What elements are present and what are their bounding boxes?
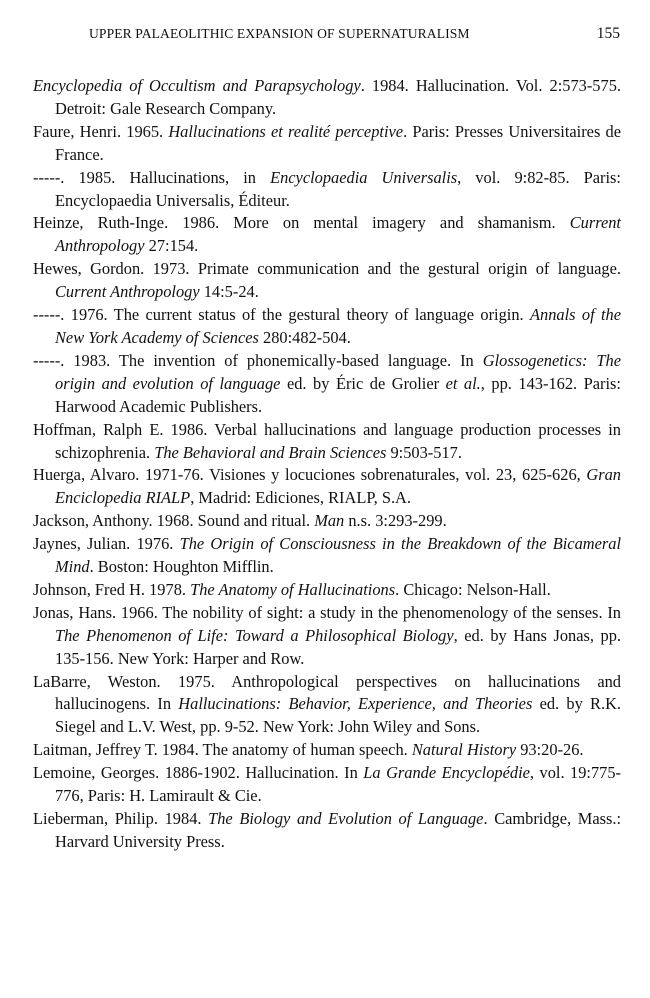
reference-text: , pp. 143-162. Paris: Harwood Academic Publishers. bbox=[55, 373, 621, 416]
reference-entry bbox=[33, 258, 621, 304]
reference-entry bbox=[33, 533, 621, 579]
reference-title-italic: The Origin of Consciousness in the Breakdown of the Bicameral Mind bbox=[55, 534, 622, 577]
reference-text: ed. by Éric de Grolier bbox=[280, 373, 446, 393]
reference-text: , Madrid: Ediciones, RIALP, S.A. bbox=[190, 488, 411, 508]
reference-entry bbox=[33, 808, 621, 854]
reference-entry bbox=[33, 510, 621, 533]
reference-text: . Cambridge, Mass.: Harvard University Press. bbox=[55, 809, 622, 851]
running-header bbox=[60, 26, 620, 48]
reference-text: Faure, Henri. 1965. bbox=[33, 121, 169, 141]
reference-entry bbox=[33, 464, 621, 510]
reference-text: Heinze, Ruth-Inge. 1986. More on mental imagery and shamanism. bbox=[33, 213, 570, 233]
reference-title-italic: Man bbox=[314, 511, 345, 531]
reference-list bbox=[33, 75, 621, 854]
reference-title-italic: Hallucinations: Behavior, Experience, and Theories bbox=[178, 694, 533, 714]
reference-entry bbox=[33, 419, 621, 465]
reference-title-italic: Glossogenetics: The origin and evolution of language bbox=[55, 350, 621, 393]
reference-text: Jonas, Hans. 1966. The nobility of sight: a study in the phenomenology of the senses. In bbox=[33, 602, 621, 622]
reference-text: . Boston: Houghton Mifflin. bbox=[89, 557, 274, 577]
reference-entry bbox=[33, 579, 621, 602]
reference-title-italic: Hallucinations et realité perceptive bbox=[168, 121, 404, 141]
reference-title-italic: Current Anthropology bbox=[55, 213, 621, 256]
reference-text: 27:154. bbox=[144, 236, 199, 256]
reference-text: Johnson, Fred H. 1978. bbox=[33, 579, 191, 599]
reference-text: Huerga, Alvaro. 1971-76. Visiones y locuciones sobrenaturales, vol. 23, 625-626, bbox=[33, 465, 587, 485]
reference-title-italic: Annals of the New York Academy of Sciences bbox=[55, 305, 622, 347]
reference-title-italic: Current Anthropology bbox=[55, 282, 200, 302]
reference-entry bbox=[33, 350, 621, 419]
reference-text: . Paris: Presses Universitaires de France. bbox=[55, 121, 622, 164]
reference-text: 9:503-517. bbox=[386, 442, 462, 462]
reference-title-italic: et al. bbox=[445, 373, 481, 393]
reference-entry bbox=[33, 167, 621, 213]
reference-title-italic: Natural History bbox=[411, 740, 517, 760]
reference-entry bbox=[33, 739, 621, 762]
reference-text: -----. 1985. Hallucinations, in bbox=[33, 167, 271, 187]
reference-title-italic: Encyclopedia of Occultism and Parapsychology bbox=[33, 76, 361, 95]
reference-title-italic: The Phenomenon of Life: Toward a Philosophical Biology bbox=[55, 625, 454, 645]
reference-text: . 1984. Hallucination. Vol. 2:573-575. Detroit: Gale Research Company. bbox=[55, 76, 621, 118]
reference-text: Hewes, Gordon. 1973. Primate communication and the gestural origin of language. bbox=[33, 259, 621, 279]
reference-text: 93:20-26. bbox=[516, 740, 584, 760]
reference-text: . Chicago: Nelson-Hall. bbox=[395, 579, 551, 599]
reference-text: Lieberman, Philip. 1984. bbox=[33, 809, 209, 828]
reference-title-italic: The Biology and Evolution of Language bbox=[208, 809, 484, 828]
reference-text: n.s. 3:293-299. bbox=[344, 511, 447, 531]
reference-entry bbox=[33, 602, 621, 671]
reference-title-italic: La Grande Encyclopédie bbox=[363, 763, 530, 783]
reference-entry bbox=[33, 75, 621, 121]
reference-entry bbox=[33, 762, 621, 808]
reference-text: Jaynes, Julian. 1976. bbox=[33, 534, 180, 554]
reference-entry bbox=[33, 671, 621, 740]
reference-text: 280:482-504. bbox=[258, 327, 351, 347]
reference-text: , vol. 9:82-85. Paris: Encyclopaedia Universalis, Éditeur. bbox=[55, 167, 621, 210]
reference-text: Lemoine, Georges. 1886-1902. Hallucination. In bbox=[33, 763, 364, 783]
reference-text: Hoffman, Ralph E. 1986. Verbal hallucinations and language production processes in schizophrenia. bbox=[33, 419, 621, 462]
reference-text: LaBarre, Weston. 1975. Anthropological perspectives on hallucinations and hallucinogens. In bbox=[33, 671, 621, 714]
reference-text: , ed. by Hans Jonas, pp. 135-156. New York: Harper and Row. bbox=[55, 625, 621, 668]
reference-title-italic: The Behavioral and Brain Sciences bbox=[154, 442, 387, 462]
reference-text: , vol. 19:775-776, Paris: H. Lamirault & Cie. bbox=[55, 763, 622, 806]
reference-title-italic: The Anatomy of Hallucinations bbox=[190, 579, 396, 599]
reference-text: -----. 1976. The current status of the gestural theory of language origin. bbox=[33, 305, 530, 325]
page-number: 155 bbox=[596, 25, 620, 42]
reference-entry bbox=[33, 121, 621, 167]
reference-text: Jackson, Anthony. 1968. Sound and ritual. bbox=[33, 511, 315, 531]
reference-text: ed. by R.K. Siegel and L.V. West, pp. 9-52. New York: John Wiley and Sons. bbox=[55, 694, 622, 737]
reference-text: -----. 1983. The invention of phonemically-based language. In bbox=[33, 350, 483, 370]
running-head-title: UPPER PALAEOLITHIC EXPANSION OF SUPERNATURALISM bbox=[89, 26, 470, 41]
reference-title-italic: Gran Enciclopedia RIALP bbox=[55, 465, 621, 508]
reference-entry bbox=[33, 304, 621, 350]
reference-title-italic: Encyclopaedia Universalis bbox=[270, 167, 458, 187]
reference-text: 14:5-24. bbox=[199, 282, 259, 302]
reference-text: Laitman, Jeffrey T. 1984. The anatomy of human speech. bbox=[33, 740, 412, 760]
reference-entry bbox=[33, 212, 621, 258]
